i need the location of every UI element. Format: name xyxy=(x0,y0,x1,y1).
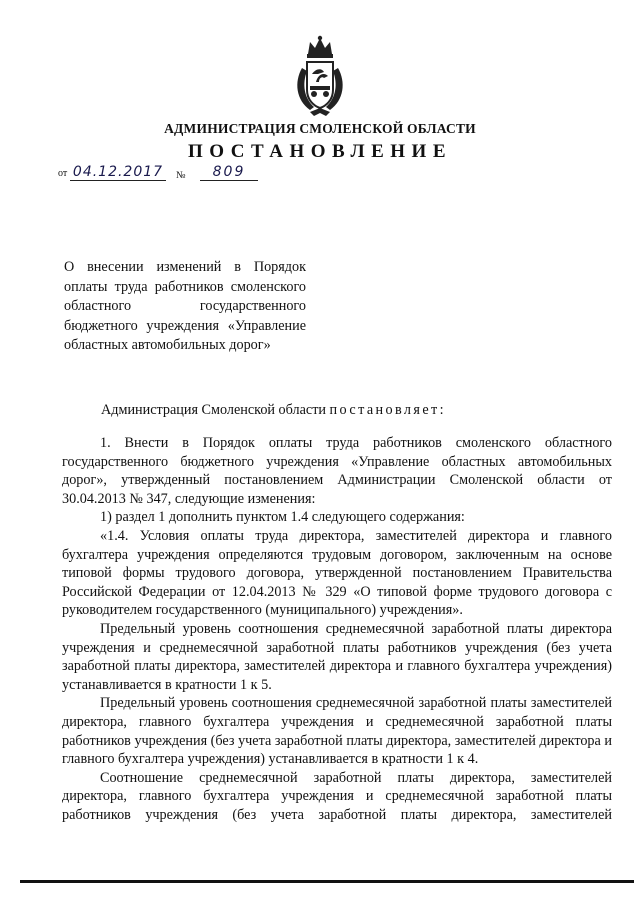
preamble-verb: постановляет: xyxy=(329,402,446,418)
organization-title: АДМИНИСТРАЦИЯ СМОЛЕНСКОЙ ОБЛАСТИ xyxy=(164,121,476,136)
date-handwritten: 04.12.2017 xyxy=(70,164,166,181)
preamble xyxy=(101,402,446,419)
coat-of-arms-emblem xyxy=(288,34,352,120)
paragraph: Соотношение среднемесячной заработной платы директора, заместителей директора, главного бухгалтера учреждения и среднемесячной заработной платы работников учреждения (без учета заработной платы директора, заместителей xyxy=(62,769,612,823)
document-subject: О внесении изменений в Порядок оплаты труда работников смоленского областного государственного бюджетного учреждения «Управление областных автомобильных дорог» xyxy=(64,259,306,354)
paragraph: Предельный уровень соотношения среднемесячной заработной платы заместителей директора, главного бухгалтера учреждения и среднемесячной заработной платы работников учреждения (без учета заработной платы директора, заместителей директора и главного бухгалтера учреждения) устанавливается в кратности 1 к 4. xyxy=(62,695,612,768)
body-text xyxy=(62,434,612,824)
paragraph: «1.4. Условия оплаты труда директора, заместителей директора и главного бухгалтера учреждения определяются трудовым договором, заключенным на основе типовой формы трудового договора, утвержденной постановлением Правительства Российской Федерации от 12.04.2013 № 329 «О типовой форме трудового договора с руководителем государственного (муниципального) учреждения». xyxy=(62,527,612,619)
number-handwritten: 809 xyxy=(200,164,258,181)
preamble-subject: Администрация Смоленской области xyxy=(101,402,326,418)
date-prefix: от xyxy=(58,168,68,179)
document-type-title: ПОСТАНОВЛЕНИЕ xyxy=(187,141,453,162)
paragraph: 1) раздел 1 дополнить пунктом 1.4 следующего содержания: xyxy=(100,509,465,526)
paragraph: 1. Внести в Порядок оплаты труда работников смоленского областного государственного бюджетного учреждения «Управление областных автомобильных дорог», утвержденный постановлением Администрации Смоленской области от 30.04.2013 № 347, следующие изменения: xyxy=(62,435,612,507)
paragraph: Предельный уровень соотношения среднемесячной заработной платы директора учреждения и среднемесячной заработной платы работников учреждения (без учета заработной платы директора, заместителей директора и главного бухгалтера учреждения) устанавливается в кратности 1 к 5. xyxy=(62,620,612,693)
footer-rule xyxy=(20,880,634,883)
number-label: № xyxy=(176,170,186,181)
